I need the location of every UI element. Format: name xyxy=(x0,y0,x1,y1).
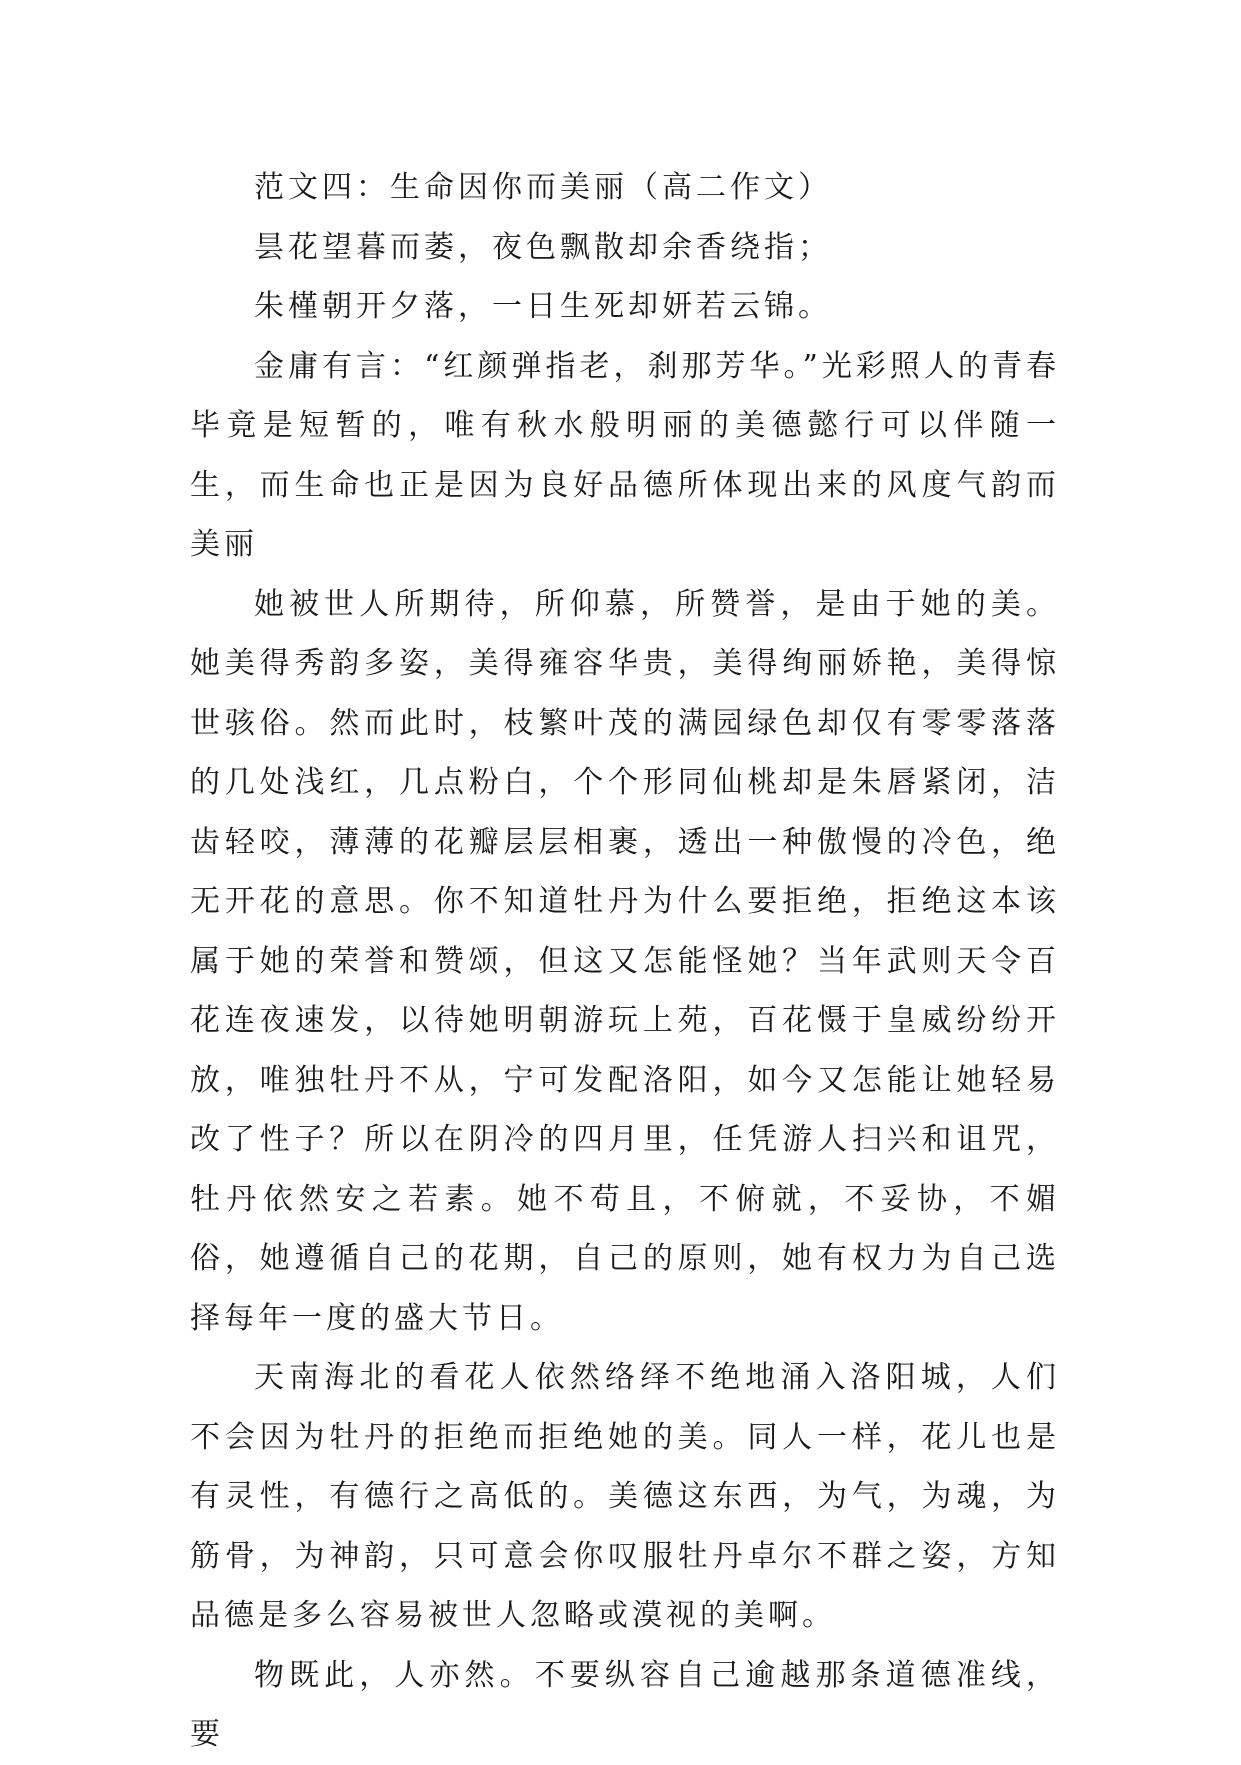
paragraph-3: 天南海北的看花人依然络绎不绝地涌入洛阳城，人们不会因为牡丹的拒绝而拒绝她的美。同人一样，花儿也是有灵性，有德行之高低的。美德这东西，为气，为魂，为筋骨，为神韵，只可意会你叹服牡丹卓尔不群之姿，方知品德是多么容易被世人忽略或漠视的美啊。 xyxy=(190,1360,1060,1633)
paragraph-1: 金庸有言：“红颜弹指老，刹那芳华。”光彩照人的青春毕竟是短暂的，唯有秋水般明丽的美德懿行可以伴随一生，而生命也正是因为良好品德所体现出来的风度气韵而美丽 xyxy=(190,348,1060,562)
essay-title: 范文四：生命因你而美丽（高二作文） xyxy=(254,170,832,205)
paragraph-2: 她被世人所期待，所仰慕，所赞誉，是由于她的美。她美得秀韵多姿，美得雍容华贵，美得绚丽娇艳，美得惊世骇俗。然而此时，枝繁叶茂的满园绿色却仅有零零落落的几处浅红，几点粉白，个个形同仙桃却是朱唇紧闭，洁齿轻咬，薄薄的花瓣层层相裹，透出一种傲慢的冷色，绝无开花的意思。你不知道牡丹为什么要拒绝，拒绝这本该属于她的荣誉和赞颂，但这又怎能怪她？当年武则天令百花连夜速发，以待她明朝游玩上苑，百花慑于皇威纷纷开放，唯独牡丹不从，宁可发配洛阳，如今又怎能让她轻易改了性子？所以在阴冷的四月里，任凭游人扫兴和诅咒，牡丹依然安之若素。她不苟且，不俯就，不妥协，不媚俗，她遵循自己的花期，自己的原则，她有权力为自己选择每年一度的盛大节日。 xyxy=(190,586,1060,1336)
poem-line-1: 昙花望暮而萎，夜色飘散却余香绕指； xyxy=(254,229,832,265)
poem-line-2: 朱槿朝开夕落，一日生死却妍若云锦。 xyxy=(254,289,832,324)
essay-body xyxy=(190,158,1060,1765)
paragraph-4: 物既此，人亦然。不要纵容自己逾越那条道德准线，要 xyxy=(190,1657,1060,1752)
